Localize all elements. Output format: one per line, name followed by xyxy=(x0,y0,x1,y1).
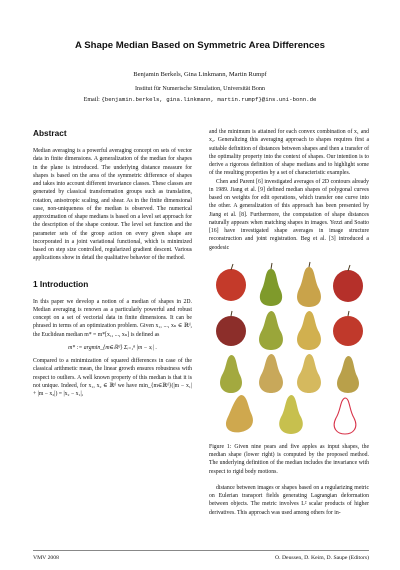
footer-conference: VMV 2008 xyxy=(33,555,59,561)
median-equation: m* := argmin_{m∈ℝᵈ} Σᵢ₌₁ⁿ |m − xᵢ| . xyxy=(68,344,157,351)
introduction-heading: 1 Introduction xyxy=(33,278,89,289)
footer-editors: O. Deussen, D. Keim, D. Saupe (Editors) xyxy=(275,555,369,561)
fruit-pear xyxy=(259,311,283,350)
email-address: {benjamin.berkels, gina.linkmann, martin.rumpf}@ins.uni-bonn.de xyxy=(101,96,317,103)
fruit-pear xyxy=(259,354,283,393)
paper-authors: Benjamin Berkels, Gina Linkmann, Martin Rumpf xyxy=(133,71,267,78)
abstract-text: Median averaging is a powerful averaging concept on sets of vector data in finite dimensions. A generalization of the median for shapes in the plane is introduced. The underlying distance measure for shapes is based on the area of the symmetric difference of shapes and takes into account different invariance classes. These classes are generated by classical transformation groups such as translation, rotation, anisotropic scaling, and shear. As in the finite dimensional case, non-uniqueness of the median is observed. The numerical approximation of shape medians is based on a level set approach for the description of the shape contour. The level set function and the parameter sets of the group action on every given shape are incorporated in a joint variational functional, which is minimized based on step size controlled, regularized gradient descent. Various applications show in detail the qualitative behavior of the method. xyxy=(33,148,192,262)
fruit-apple xyxy=(333,265,363,302)
figure-1 xyxy=(209,261,369,435)
right-paragraph-3: distance between images or shapes based on a regularizing metric on Eulerian transport fields generating Lagrangian deformation between objects. The metric involves L² scalar products of higher derivatives. This approach was used among others for in- xyxy=(209,484,369,516)
fruit-pear xyxy=(297,311,321,350)
fruit-pear xyxy=(279,395,303,434)
abstract-heading: Abstract xyxy=(33,128,67,138)
paper-email xyxy=(0,96,400,103)
right-paragraph-2: Chen and Parent [6] investigated averages of 2D contours already in 1989. Jiang et al. [9] defined median shapes of polygonal curves based on weights for edit operations, which transfer one curve into the other. A generalization of this approach has been presented by Jiang et al. [8]. Furthermore, the computation of shape distances naturally appears when matching shapes in images. Yezzi and Soatto [16] have investigated shape averages in image structure reconstruction and joint registration. Beg et al. [3] introduced a geodesic xyxy=(209,178,369,251)
email-label: Email: xyxy=(83,97,100,103)
paper-affiliation: Institut für Numerische Simulation, Universität Bonn xyxy=(135,86,265,92)
right-column xyxy=(209,128,369,517)
median-shape-outline xyxy=(334,398,356,434)
fruit-pear xyxy=(220,355,242,393)
fruit-pear xyxy=(260,263,282,306)
fruit-pear xyxy=(337,356,359,393)
fruit-pear xyxy=(297,354,321,393)
intro-paragraph-2: Compared to a minimization of squared differences in case of the classical arithmetic mean, the linear growth ensures robustness with respect to outliers. A well known property of this median is that it is not unique. Indeed, for x₁, x₂ ∈ ℝᵈ we have min_{m∈ℝᵈ}(|m − x₁| + |m − x₂|) = |x₂ − x₁|, xyxy=(33,358,192,397)
fruit-apple xyxy=(216,311,246,346)
fruit-pear xyxy=(297,262,321,307)
paper-title: A Shape Median Based on Symmetric Area Differences xyxy=(75,40,325,51)
left-column xyxy=(33,128,192,398)
footer-rule xyxy=(33,550,369,551)
intro-paragraph-1: In this paper we develop a notion of a median of shapes in 2D. Median averaging is renown as a particularly powerful and robust concept on a set of vectorial data in finite dimensions. It can be phrased in terms of an optimization problem. Given x₁, ..., xₙ ∈ ℝᵈ, the Euclidean median m* = m*[x₁, ..., xₙ] is defined as xyxy=(33,298,192,338)
fruit-apple xyxy=(216,264,246,301)
right-paragraph-1: and the minimum is attained for each convex combination of x₁ and x₂. Generalizing this averaging approach to shapes requires first a suitable definition of distances between shapes and then a transfer of the optimality property into the context of shapes. Our intention is to derive a rigorous definition of shape medians and to highlight some of the resulting properties by a set of characteristic examples. xyxy=(209,129,369,177)
fruit-pear xyxy=(226,395,253,432)
figure-caption: Figure 1: Given nine pears and five apples as input shapes, the median shape (lower right) is computed by the proposed method. The underlying definition of the median includes the invariance with respect to rigid body motions. xyxy=(209,443,369,475)
fruit-apple xyxy=(333,311,363,346)
fruit-figure-image xyxy=(209,261,369,435)
